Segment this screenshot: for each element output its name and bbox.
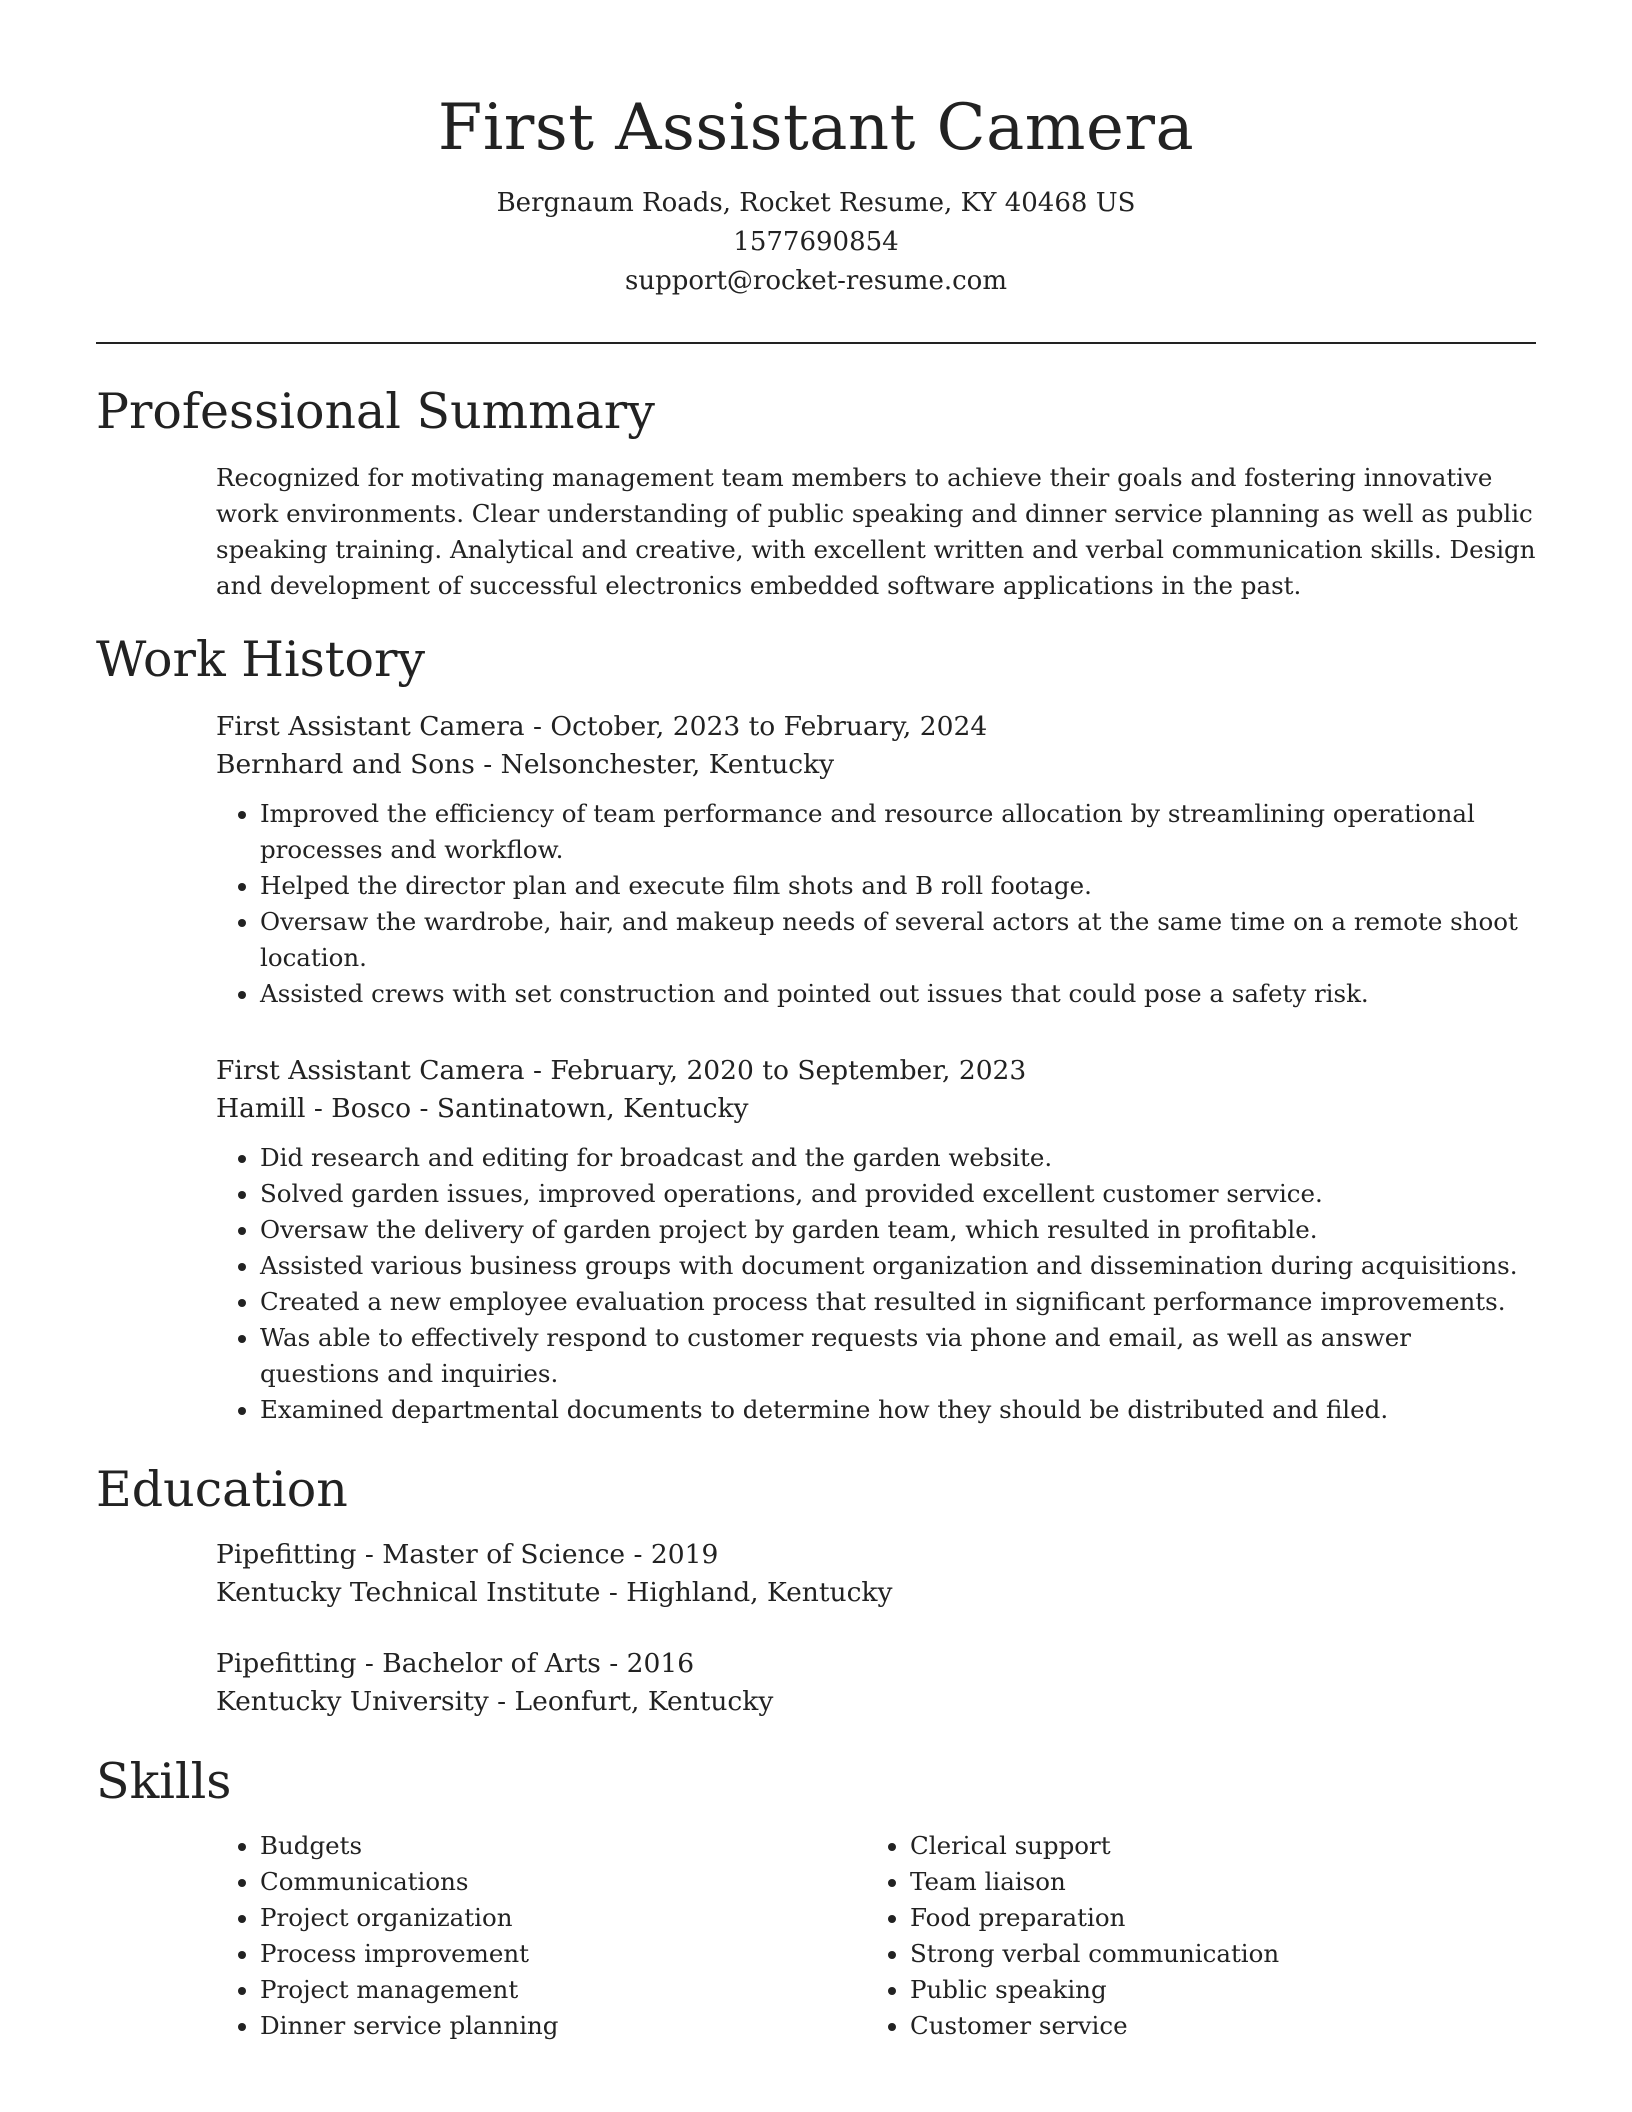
skills-list-left bbox=[216, 1828, 860, 2044]
job-bullet: • Examined departmental documents to determine how they should be distributed and filed. bbox=[260, 1392, 1536, 1428]
job-bullet: • Was able to effectively respond to customer requests via phone and email, as well as answer questions and inquiries. bbox=[260, 1320, 1536, 1392]
education-entry bbox=[216, 1645, 1536, 1721]
skill-item: • Budgets bbox=[260, 1828, 860, 1864]
skill-item: • Project management bbox=[260, 1972, 860, 2008]
skills-list-right bbox=[866, 1828, 1550, 2044]
job-bullet: • Oversaw the wardrobe, hair, and makeup needs of several actors at the same time on a remote shoot location. bbox=[260, 904, 1536, 976]
job-bullets bbox=[216, 796, 1536, 1012]
job-entry bbox=[216, 708, 1536, 1012]
job-company: Hamill - Bosco - Santinatown, Kentucky bbox=[216, 1093, 749, 1124]
summary-heading: Professional Summary bbox=[96, 383, 655, 440]
skill-item: • Dinner service planning bbox=[260, 2008, 860, 2044]
contact-address: Bergnaum Roads, Rocket Resume, KY 40468 US bbox=[496, 188, 1136, 218]
skill-item: • Process improvement bbox=[260, 1936, 860, 1972]
work-history-heading: Work History bbox=[96, 631, 426, 688]
candidate-name: First Assistant Camera bbox=[437, 91, 1195, 165]
skill-item: • Public speaking bbox=[910, 1972, 1550, 2008]
job-bullets bbox=[216, 1140, 1536, 1428]
job-bullet: • Created a new employee evaluation process that resulted in significant performance improvements. bbox=[260, 1284, 1536, 1320]
skill-item: • Food preparation bbox=[910, 1900, 1550, 1936]
contact-phone: 1577690854 bbox=[733, 227, 899, 257]
summary-text: Recognized for motivating management team members to achieve their goals and fostering innovative work environments. Clear understanding of public speaking and dinner service planning as well as public speaking training. Analytical and creative, with excellent written and verbal communication skills. Design and development of successful electronics embedded software applications in the past. bbox=[216, 463, 1536, 600]
job-company: Bernhard and Sons - Nelsonchester, Kentucky bbox=[216, 749, 835, 780]
job-position: First Assistant Camera - October, 2023 to February, 2024 bbox=[216, 711, 988, 742]
skill-item: • Strong verbal communication bbox=[910, 1936, 1550, 1972]
job-bullet: • Did research and editing for broadcast and the garden website. bbox=[260, 1140, 1536, 1176]
skill-item: • Customer service bbox=[910, 2008, 1550, 2044]
education-heading: Education bbox=[96, 1461, 348, 1518]
job-bullet: • Solved garden issues, improved operations, and provided excellent customer service. bbox=[260, 1176, 1536, 1212]
skill-item: • Communications bbox=[260, 1864, 860, 1900]
education-degree: Pipefitting - Master of Science - 2019 bbox=[216, 1539, 719, 1570]
contact-email: support@rocket-resume.com bbox=[624, 266, 1007, 296]
job-bullet: • Oversaw the delivery of garden project by garden team, which resulted in profitable. bbox=[260, 1212, 1536, 1248]
summary-section bbox=[216, 460, 1536, 604]
education-degree: Pipefitting - Bachelor of Arts - 2016 bbox=[216, 1648, 695, 1679]
job-position: First Assistant Camera - February, 2020 to September, 2023 bbox=[216, 1055, 1027, 1086]
skill-item: • Clerical support bbox=[910, 1828, 1550, 1864]
education-school: Kentucky University - Leonfurt, Kentucky bbox=[216, 1686, 774, 1717]
education-school: Kentucky Technical Institute - Highland, Kentucky bbox=[216, 1577, 893, 1608]
skill-item: • Project organization bbox=[260, 1900, 860, 1936]
skills-heading: Skills bbox=[96, 1753, 232, 1810]
header-divider bbox=[96, 342, 1536, 344]
job-bullet: • Assisted various business groups with document organization and dissemination during acquisitions. bbox=[260, 1248, 1536, 1284]
job-bullet: • Assisted crews with set construction and pointed out issues that could pose a safety risk. bbox=[260, 976, 1536, 1012]
job-bullet: • Improved the efficiency of team performance and resource allocation by streamlining operational processes and workflow. bbox=[260, 796, 1536, 868]
job-entry bbox=[216, 1052, 1536, 1428]
skill-item: • Team liaison bbox=[910, 1864, 1550, 1900]
job-bullet: • Helped the director plan and execute film shots and B roll footage. bbox=[260, 868, 1536, 904]
education-entry bbox=[216, 1536, 1536, 1612]
resume-header bbox=[96, 80, 1536, 301]
